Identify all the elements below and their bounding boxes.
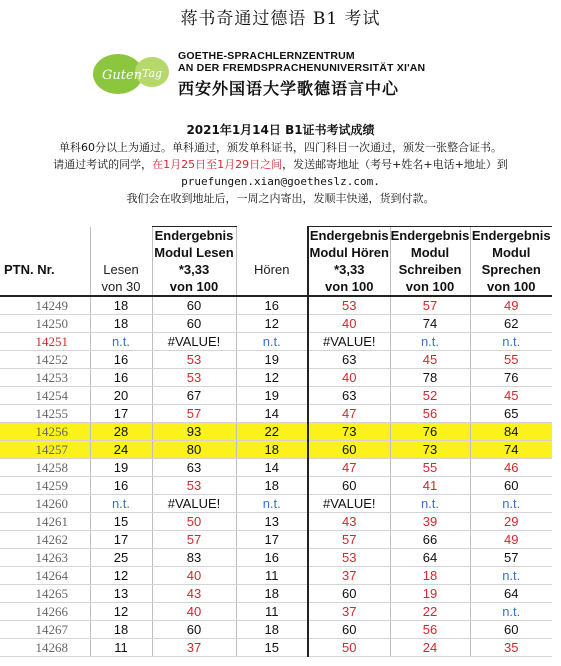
org-line-1: GOETHE-SPRACHLERNZENTRUM	[178, 50, 355, 62]
table-row	[0, 423, 552, 441]
ptn-cell: 14261	[0, 513, 90, 531]
lesen-cell: n.t.	[90, 495, 152, 513]
schreiben-cell: 39	[390, 513, 470, 531]
sprechen-cell: 76	[470, 369, 552, 387]
lesen-result-cell: 57	[152, 531, 236, 549]
lesen-cell: 12	[90, 603, 152, 621]
sprechen-cell: 60	[470, 621, 552, 639]
hoeren-result-cell: 43	[308, 513, 390, 531]
ptn-cell: 14253	[0, 369, 90, 387]
table-row	[0, 585, 552, 603]
logo-text-1: Guten	[102, 68, 143, 83]
sprechen-cell: 29	[470, 513, 552, 531]
hoeren-result-cell: 47	[308, 459, 390, 477]
notice-heading: 2021年1月14日 B1证书考试成绩	[186, 123, 375, 137]
lesen-result-cell: 50	[152, 513, 236, 531]
sprechen-cell: n.t.	[470, 495, 552, 513]
lesen-cell: 16	[90, 351, 152, 369]
hoeren-result-cell: 37	[308, 603, 390, 621]
org-name-en	[178, 50, 425, 74]
notice-email: pruefungen.xian@goetheslz.com.	[181, 175, 380, 188]
lesen-result-cell: 40	[152, 567, 236, 585]
lesen-result-cell: 60	[152, 621, 236, 639]
schreiben-cell: 52	[390, 387, 470, 405]
schreiben-cell: 64	[390, 549, 470, 567]
header-ems-4: von 100	[390, 278, 470, 296]
notice-line-2-a: 请通过考试的同学，	[53, 158, 153, 171]
ptn-cell: 14257	[0, 441, 90, 459]
lesen-cell: 17	[90, 405, 152, 423]
hoeren-cell: 15	[236, 639, 308, 657]
schreiben-cell: n.t.	[390, 333, 470, 351]
lesen-result-cell: 53	[152, 369, 236, 387]
hoeren-result-cell: 53	[308, 549, 390, 567]
hoeren-result-cell: 60	[308, 585, 390, 603]
lesen-cell: 11	[90, 639, 152, 657]
hoeren-cell: 14	[236, 405, 308, 423]
table-row	[0, 513, 552, 531]
hoeren-result-cell: 47	[308, 405, 390, 423]
ptn-cell: 14267	[0, 621, 90, 639]
lesen-cell: 13	[90, 585, 152, 603]
header-ems-1: Endergebnis	[390, 228, 470, 243]
header-ptn: PTN. Nr.	[4, 262, 55, 277]
sprechen-cell: 35	[470, 639, 552, 657]
ptn-cell: 14266	[0, 603, 90, 621]
lesen-result-cell: 53	[152, 351, 236, 369]
results-body	[0, 296, 552, 657]
hoeren-result-cell: 63	[308, 351, 390, 369]
lesen-result-cell: 60	[152, 296, 236, 315]
exam-notice	[0, 122, 561, 207]
guten-tag-logo	[92, 52, 170, 96]
table-row	[0, 639, 552, 657]
header-hoeren: Hören	[236, 261, 308, 278]
sprechen-cell: n.t.	[470, 567, 552, 585]
sprechen-cell: 60	[470, 477, 552, 495]
hoeren-cell: 12	[236, 315, 308, 333]
schreiben-cell: 18	[390, 567, 470, 585]
lesen-result-cell: #VALUE!	[152, 333, 236, 351]
ptn-cell: 14251	[0, 333, 90, 351]
hoeren-result-cell: 37	[308, 567, 390, 585]
lesen-cell: 18	[90, 621, 152, 639]
lesen-result-cell: 53	[152, 477, 236, 495]
hoeren-cell: 11	[236, 567, 308, 585]
hoeren-cell: n.t.	[236, 333, 308, 351]
header-emh-3: *3,33	[308, 261, 390, 278]
hoeren-result-cell: #VALUE!	[308, 333, 390, 351]
notice-date-range: 在1月25日至1月29日之间	[152, 158, 283, 171]
header-eml-3: *3,33	[152, 261, 236, 278]
ptn-cell: 14260	[0, 495, 90, 513]
lesen-cell: 25	[90, 549, 152, 567]
header-emh-1: Endergebnis	[309, 228, 389, 243]
header-emsp-1: Endergebnis	[471, 228, 551, 243]
header-emsp-2: Modul	[470, 244, 552, 261]
table-row	[0, 549, 552, 567]
lesen-cell: n.t.	[90, 333, 152, 351]
hoeren-cell: 13	[236, 513, 308, 531]
ptn-cell: 14256	[0, 423, 90, 441]
hoeren-result-cell: 60	[308, 621, 390, 639]
logo-text-2: Tag	[142, 67, 163, 80]
notice-line-1: 单科60分以上为通过。单科通过，颁发单科证书，四门科目一次通过，颁发一张整合证书。	[59, 141, 502, 154]
hoeren-cell: 19	[236, 351, 308, 369]
ptn-cell: 14259	[0, 477, 90, 495]
hoeren-cell: 22	[236, 423, 308, 441]
notice-line-2	[0, 156, 561, 173]
table-row	[0, 405, 552, 423]
hoeren-result-cell: 60	[308, 441, 390, 459]
table-row	[0, 603, 552, 621]
hoeren-cell: 18	[236, 477, 308, 495]
notice-line-4: 我们会在收到地址后，一周之内寄出，发顺丰快递，货到付款。	[126, 192, 435, 205]
table-row	[0, 369, 552, 387]
lesen-cell: 18	[90, 315, 152, 333]
hoeren-cell: 17	[236, 531, 308, 549]
schreiben-cell: 19	[390, 585, 470, 603]
header-ems-3: Schreiben	[390, 261, 470, 278]
lesen-cell: 28	[90, 423, 152, 441]
schreiben-cell: 73	[390, 441, 470, 459]
schreiben-cell: 57	[390, 296, 470, 315]
sprechen-cell: 65	[470, 405, 552, 423]
schreiben-cell: 66	[390, 531, 470, 549]
ptn-cell: 14254	[0, 387, 90, 405]
hoeren-result-cell: 57	[308, 531, 390, 549]
hoeren-cell: 18	[236, 621, 308, 639]
lesen-result-cell: 43	[152, 585, 236, 603]
table-row	[0, 333, 552, 351]
lesen-cell: 16	[90, 477, 152, 495]
table-row	[0, 567, 552, 585]
lesen-result-cell: 63	[152, 459, 236, 477]
ptn-cell: 14252	[0, 351, 90, 369]
ptn-cell: 14265	[0, 585, 90, 603]
sprechen-cell: n.t.	[470, 333, 552, 351]
lesen-cell: 12	[90, 567, 152, 585]
ptn-cell: 14263	[0, 549, 90, 567]
hoeren-cell: 12	[236, 369, 308, 387]
hoeren-cell: 18	[236, 441, 308, 459]
sprechen-cell: 49	[470, 531, 552, 549]
schreiben-cell: 56	[390, 621, 470, 639]
lesen-result-cell: 60	[152, 315, 236, 333]
org-name-zh: 西安外国语大学歌德语言中心	[178, 79, 400, 98]
schreiben-cell: n.t.	[390, 495, 470, 513]
lesen-result-cell: 37	[152, 639, 236, 657]
header-eml-4: von 100	[152, 278, 236, 296]
notice-line-2-b: ，发送邮寄地址（考号+姓名+电话+地址）到	[282, 158, 508, 171]
ptn-cell: 14262	[0, 531, 90, 549]
hoeren-result-cell: 60	[308, 477, 390, 495]
sprechen-cell: 62	[470, 315, 552, 333]
lesen-result-cell: 83	[152, 549, 236, 567]
sprechen-cell: 46	[470, 459, 552, 477]
hoeren-cell: 19	[236, 387, 308, 405]
hoeren-result-cell: 40	[308, 315, 390, 333]
table-row	[0, 621, 552, 639]
hoeren-result-cell: 50	[308, 639, 390, 657]
hoeren-cell: n.t.	[236, 495, 308, 513]
table-row	[0, 296, 552, 315]
lesen-result-cell: 67	[152, 387, 236, 405]
schreiben-cell: 55	[390, 459, 470, 477]
hoeren-cell: 18	[236, 585, 308, 603]
sprechen-cell: 49	[470, 296, 552, 315]
sprechen-cell: 74	[470, 441, 552, 459]
header-lesen-von: von 30	[90, 278, 152, 296]
ptn-cell: 14258	[0, 459, 90, 477]
lesen-cell: 15	[90, 513, 152, 531]
header-ems-2: Modul	[390, 244, 470, 261]
table-row	[0, 441, 552, 459]
hoeren-result-cell: 63	[308, 387, 390, 405]
lesen-cell: 19	[90, 459, 152, 477]
hoeren-result-cell: #VALUE!	[308, 495, 390, 513]
lesen-result-cell: 40	[152, 603, 236, 621]
table-row	[0, 351, 552, 369]
header-emh-4: von 100	[308, 278, 390, 296]
lesen-result-cell: 80	[152, 441, 236, 459]
lesen-cell: 16	[90, 369, 152, 387]
sprechen-cell: 45	[470, 387, 552, 405]
hoeren-cell: 11	[236, 603, 308, 621]
hoeren-cell: 14	[236, 459, 308, 477]
lesen-cell: 20	[90, 387, 152, 405]
table-row	[0, 315, 552, 333]
schreiben-cell: 78	[390, 369, 470, 387]
lesen-cell: 24	[90, 441, 152, 459]
header-eml-1: Endergebnis	[152, 227, 236, 245]
table-row	[0, 477, 552, 495]
schreiben-cell: 24	[390, 639, 470, 657]
sprechen-cell: 55	[470, 351, 552, 369]
table-row	[0, 495, 552, 513]
hoeren-result-cell: 73	[308, 423, 390, 441]
table-row	[0, 387, 552, 405]
sprechen-cell: 57	[470, 549, 552, 567]
table-row	[0, 531, 552, 549]
lesen-result-cell: #VALUE!	[152, 495, 236, 513]
sprechen-cell: 64	[470, 585, 552, 603]
header-emsp-4: von 100	[470, 278, 552, 296]
ptn-cell: 14268	[0, 639, 90, 657]
lesen-result-cell: 57	[152, 405, 236, 423]
header-lesen: Lesen	[90, 261, 152, 278]
sprechen-cell: n.t.	[470, 603, 552, 621]
hoeren-result-cell: 53	[308, 296, 390, 315]
ptn-cell: 14264	[0, 567, 90, 585]
org-line-2: AN DER FREMDSPRACHENUNIVERSITÄT XI'AN	[178, 62, 426, 74]
table-row	[0, 459, 552, 477]
schreiben-cell: 56	[390, 405, 470, 423]
lesen-cell: 17	[90, 531, 152, 549]
hoeren-cell: 16	[236, 549, 308, 567]
ptn-cell: 14255	[0, 405, 90, 423]
hoeren-cell: 16	[236, 296, 308, 315]
schreiben-cell: 41	[390, 477, 470, 495]
header-emh-2: Modul Hören	[309, 245, 389, 260]
results-table	[0, 226, 552, 657]
schreiben-cell: 22	[390, 603, 470, 621]
schreiben-cell: 74	[390, 315, 470, 333]
article-title: 蒋书奇通过德语 B1 考试	[180, 9, 381, 29]
lesen-cell: 18	[90, 296, 152, 315]
lesen-result-cell: 93	[152, 423, 236, 441]
ptn-cell: 14250	[0, 315, 90, 333]
schreiben-cell: 76	[390, 423, 470, 441]
header-eml-2: Modul Lesen	[152, 244, 236, 261]
header-emsp-3: Sprechen	[470, 261, 552, 278]
sprechen-cell: 84	[470, 423, 552, 441]
hoeren-result-cell: 40	[308, 369, 390, 387]
schreiben-cell: 45	[390, 351, 470, 369]
ptn-cell: 14249	[0, 296, 90, 315]
